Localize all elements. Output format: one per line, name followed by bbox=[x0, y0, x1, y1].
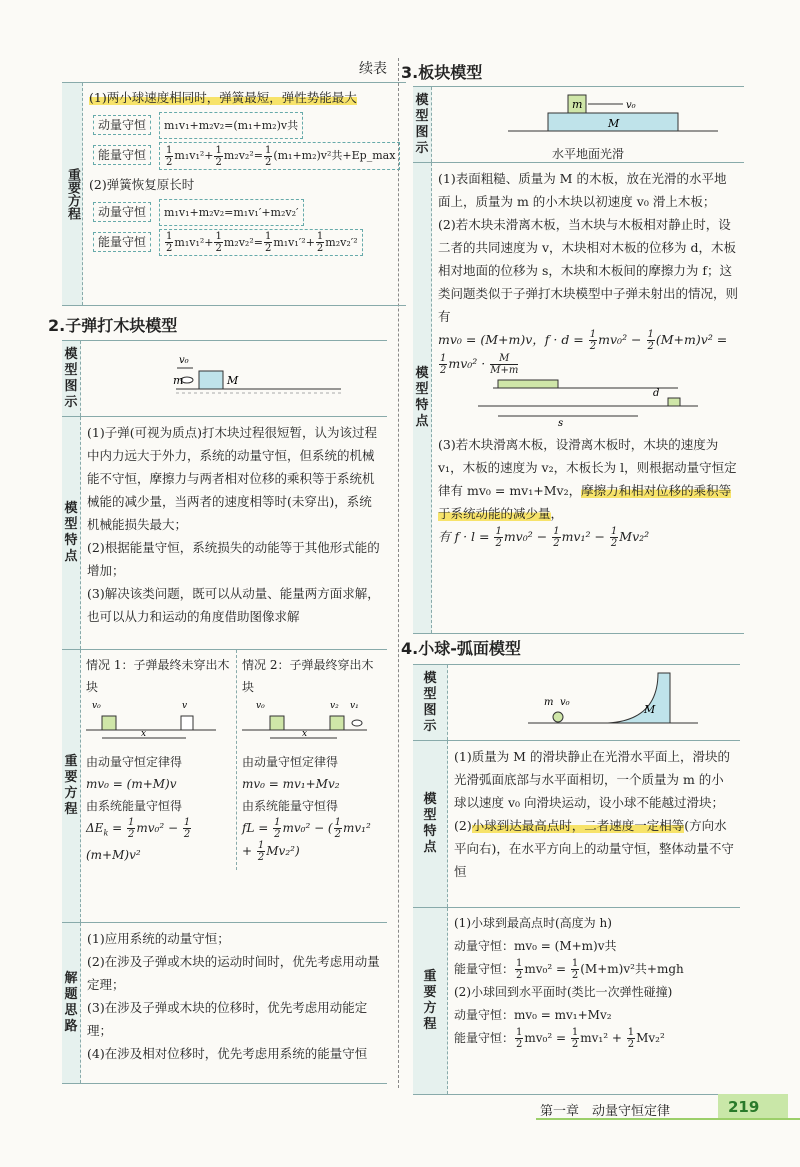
svg-text:v₁: v₁ bbox=[350, 701, 359, 711]
board-diagram bbox=[448, 87, 728, 139]
ball-model-fig-label: 模型图示 bbox=[423, 670, 437, 734]
spring-case2: (2)弹簧恢复原长时 bbox=[89, 176, 195, 192]
continued-label: 续表 bbox=[359, 61, 387, 77]
energy-eq-row-1: 能量守恒 $\frac{1}{2}$ m₁v₁²+ $\frac{1}{2}$ m₂v₂²= $\frac{1}{2}$ (m₁+m₂)v²共+Ep_max bbox=[93, 142, 400, 170]
svg-text:x: x bbox=[302, 729, 308, 739]
page-number: 219 bbox=[718, 1094, 788, 1120]
bullet-block-table bbox=[62, 340, 387, 1084]
svg-text:v₀: v₀ bbox=[92, 701, 101, 711]
left-column bbox=[48, 0, 396, 1100]
svg-text:M: M bbox=[644, 703, 656, 716]
svg-text:v₂: v₂ bbox=[330, 701, 339, 711]
footer-chapter: 第一章 动量守恒定律 bbox=[540, 1104, 671, 1119]
momentum-eq-row-1: 动量守恒 m₁v₁+m₂v₂=(m₁+m₂)v共 bbox=[93, 112, 400, 139]
ball-arc-model-table bbox=[413, 664, 740, 1095]
svg-text:M: M bbox=[227, 374, 239, 387]
svg-text:M: M bbox=[608, 117, 620, 130]
svg-text:v₀: v₀ bbox=[179, 355, 189, 366]
board-features-label: 模型特点 bbox=[415, 366, 429, 429]
features-text: (1)子弹(可视为质点)打木块过程很短暂，认为该过程中内力远大于外力，系统的动量守恒，但系统的机械能不守恒，摩擦力与两者相对位移的乘积等于系统机械能的减少量，当两者的速度相等时(未穿出)，系统机械能损失最大； (2)根据能量守恒，系统损失的动能等于其他形式能的增加； (3)解决该类问题，既可以从动量、能量两方面求解，也可以从力和运动的角度借助图像求解 bbox=[81, 417, 388, 650]
spring-case1: (1)两小球速度相同时，弹簧最短，弹性势能最大 bbox=[89, 90, 357, 105]
momentum-eq-row-2: 动量守恒 m₁v₁+m₂v₂=m₁v₁′+m₂v₂′ bbox=[93, 199, 400, 226]
footer-line bbox=[536, 1118, 800, 1120]
svg-text:d: d bbox=[653, 388, 660, 399]
svg-text:v₀: v₀ bbox=[256, 701, 265, 711]
section3-title: 3.板块模型 bbox=[401, 63, 483, 82]
svg-text:s: s bbox=[558, 418, 564, 426]
thinking-text: (1)应用系统的动量守恒； (2)在涉及子弹或木块的运动时间时，优先考虑用动量定理； (3)在涉及子弹或木块的位移时，优先考虑用动能定理； (4)在涉及相对位移时，优先考虑用系统的能量守恒 bbox=[81, 923, 388, 1084]
svg-text:m: m bbox=[173, 374, 184, 387]
svg-text:v₀: v₀ bbox=[626, 100, 636, 111]
features-label: 模型特点 bbox=[64, 501, 78, 564]
thinking-label: 解题思路 bbox=[64, 971, 78, 1034]
spring-model-equations-table bbox=[62, 82, 406, 306]
important-eq-label: 重要方程 bbox=[62, 83, 83, 306]
section2-title: 2.子弹打木块模型 bbox=[48, 316, 178, 335]
case2-column: 情况 2：子弹最终穿出木块 v₀ v₂ v₁ x 由动量守恒定律得 mv₀ = mv₁+Mv₂ 由系统能量守恒得 fL = $\frac{1}{2}$ mv₀² − ( $\frac{1}{2}$ mv₁² + $\frac{1}{2}$ Mv₂²) bbox=[242, 658, 374, 863]
svg-text:m: m bbox=[544, 697, 554, 708]
case1-diagram bbox=[86, 698, 221, 744]
ball-equations: (1)小球到最高点时(高度为 h) 动量守恒：mv₀ = (M+m)v共 能量守恒： $\frac{1}{2}$ mv₀² = $\frac{1}{2}$ (M+m)v²共+mgh (2)小球回到水平面时(类比一次弹性碰撞) 动量守恒：mv₀ = mv₁+Mv₂ 能量守恒： $\frac{1}{2}$ mv₀² = $\frac{1}{2}$ mv₁² + $\frac{1}{2}$ Mv₂² bbox=[448, 908, 741, 1095]
board-features-text: (1)表面粗糙、质量为 M 的木板，放在光滑的水平地面上，质量为 m 的小木块以初速度 v₀ 滑上木板； (2)若木块未滑离木板，当木块与木板相对静止时，设二者的共同速度为 v，木块相对木板的位移为 d，木板相对地面的位移为 s，木块和木板间的摩擦力为 f；这类问题类似于子弹打木块模型中子弹未射出的情况，则有 mv₀ = (M+m)v，f · d = $\frac{1}{2}$ mv₀² − $\frac{1}{2}$ (M+m)v² = $\frac{1}{2}$ mv₀² · $\frac{M}{M+m}$ s d (3)若木块滑离木板，设滑离木板时，木块的速度为 v₁，木板的速度为 v₂，木板长为 l，则根据动量守恒定律有 mv₀ = mv₁+Mv₂，摩擦力和相对位移的乘积等于系统动能的减少量， 有 f · l = $\frac{1}{2}$ mv₀² − $\frac{1}{2}$ mv₁² − $\frac{1}{2}$ Mv₂² bbox=[432, 163, 745, 634]
ball-features-text: (1)质量为 M 的滑块静止在光滑水平面上，滑块的光滑弧面底部与水平面相切，一个质量为 m 的小球以速度 v₀ 向滑块运动，设小球不能越过滑块； (2)小球到达最高点时，二者速度一定相等(方向水平向右)，在水平方向上的动量守恒，整体动量不守恒 bbox=[448, 741, 741, 908]
model-fig-label: 模型图示 bbox=[64, 346, 78, 410]
case2-diagram bbox=[242, 698, 372, 744]
bullet-block-diagram bbox=[81, 341, 371, 409]
board-caption: 水平地面光滑 bbox=[551, 147, 624, 161]
board-displacement-diagram bbox=[438, 376, 738, 426]
board-model-table bbox=[413, 86, 744, 634]
svg-text:m: m bbox=[572, 98, 583, 111]
energy-eq-row-2: 能量守恒 $\frac{1}{2}$ m₁v₁²+ $\frac{1}{2}$ m₂v₂²= $\frac{1}{2}$ m₁v₁′²+ $\frac{1}{2}$ m₂v₂′² bbox=[93, 229, 400, 257]
case1-column: 情况 1：子弹最终未穿出木块 v₀ v x 由动量守恒定律得 mv₀ = (m+M)v 由系统能量守恒得 $\Delta E_k$ = $\frac{1}{2}$ mv₀² − $\frac{1}{2}$ (m+M)v² bbox=[81, 650, 237, 870]
right-column bbox=[401, 0, 740, 1100]
section4-title: 4.小球-弧面模型 bbox=[401, 639, 521, 658]
ball-arc-diagram bbox=[448, 665, 728, 733]
svg-text:v₀: v₀ bbox=[560, 697, 570, 708]
svg-text:v: v bbox=[182, 701, 188, 711]
ball-important-eq-label: 重要方程 bbox=[423, 969, 437, 1032]
ball-features-label: 模型特点 bbox=[423, 792, 437, 855]
important-eq-label-2: 重要方程 bbox=[64, 754, 78, 817]
svg-text:x: x bbox=[141, 729, 147, 739]
board-model-fig-label: 模型图示 bbox=[415, 92, 429, 156]
